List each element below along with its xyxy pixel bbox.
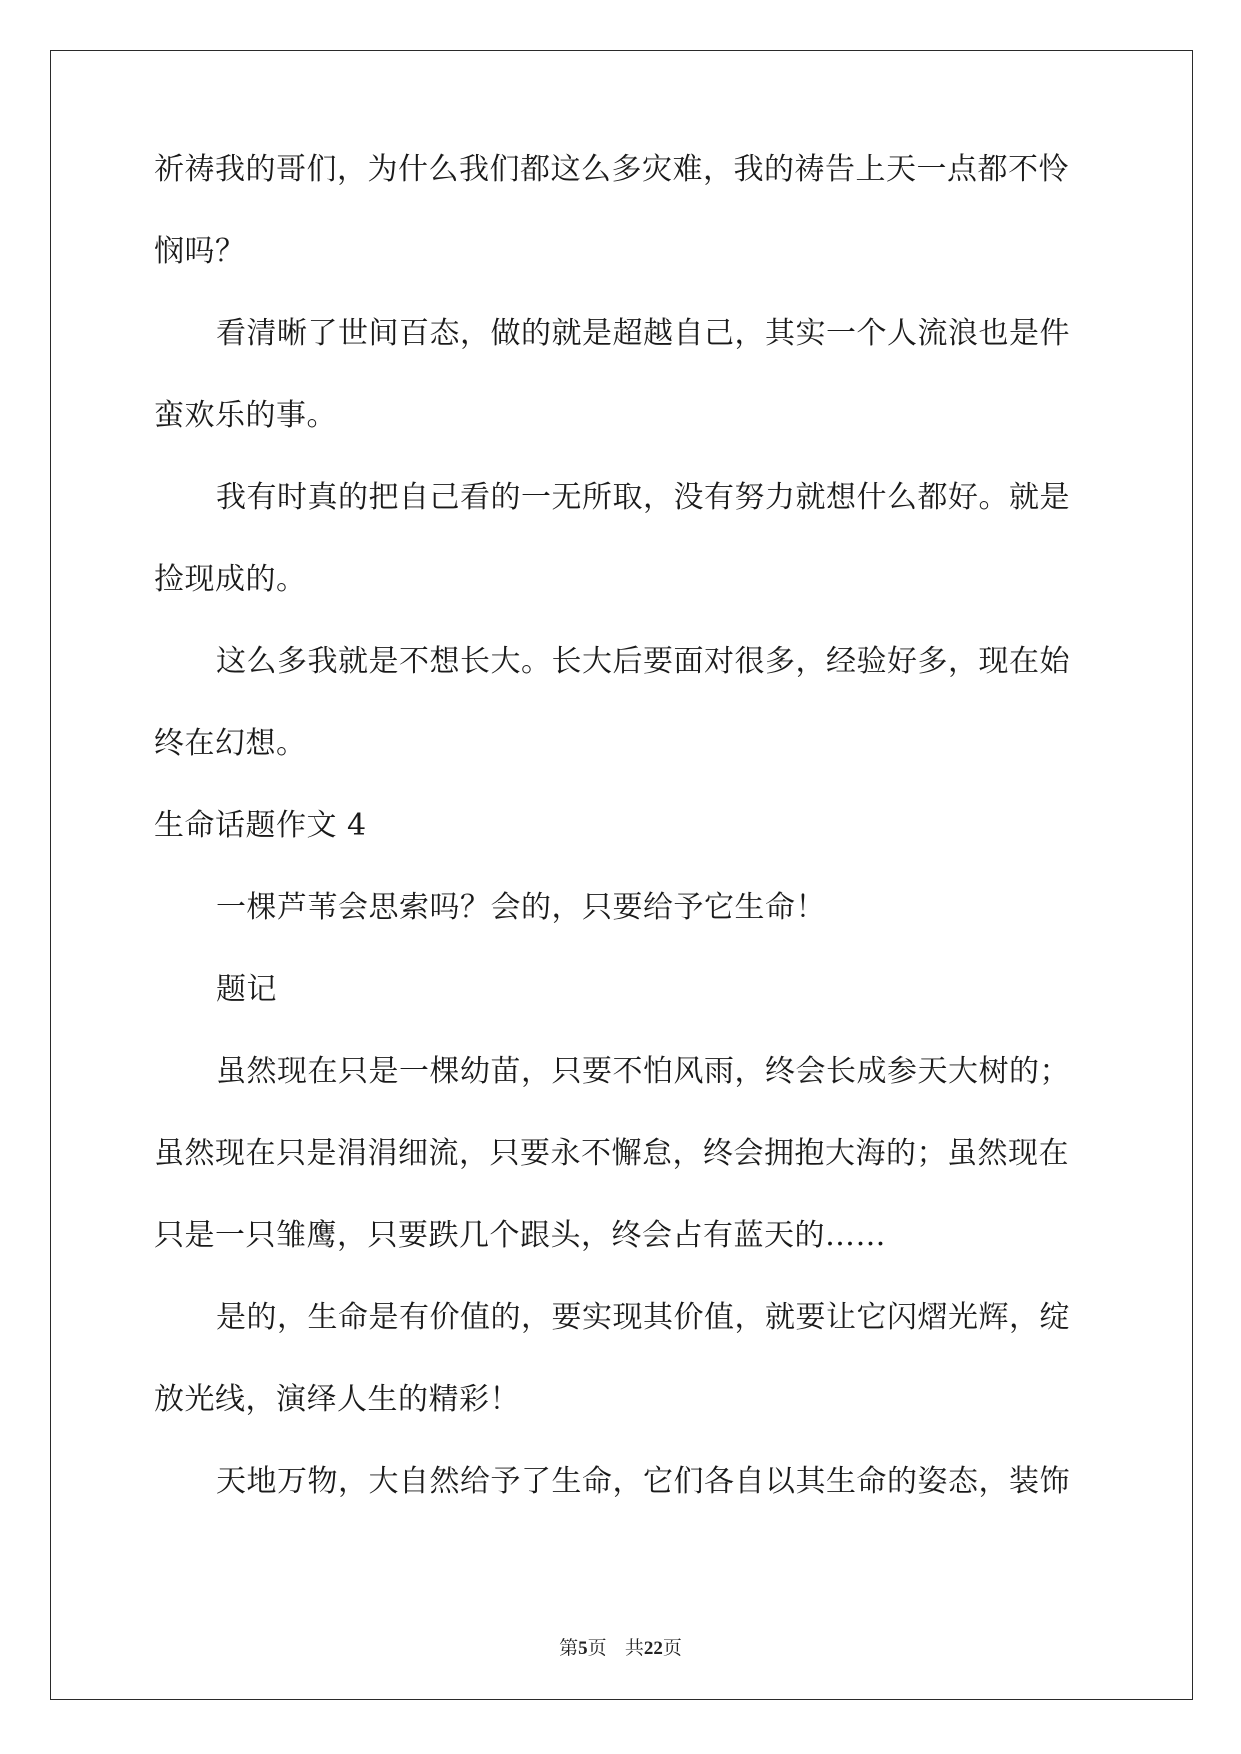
paragraph-line: 是的，生命是有价值的，要实现其价值，就要让它闪熠光辉，绽	[216, 1300, 1070, 1335]
text-line: 放光线，演绎人生的精彩！	[154, 1382, 520, 1417]
page-prefix: 第	[559, 1637, 579, 1659]
page-number: 5	[578, 1638, 588, 1659]
text-line: 蛮欢乐的事。	[154, 398, 337, 433]
text-line: 祈祷我的哥们，为什么我们都这么多灾难，我的祷告上天一点都不怜	[154, 152, 1069, 187]
text-line: 悯吗？	[154, 234, 246, 269]
total-pages: 22	[643, 1638, 663, 1659]
total-suffix: 页	[662, 1637, 682, 1659]
text-line: 只是一只雏鹰，只要跌几个跟头，终会占有蓝天的……	[154, 1218, 886, 1253]
paragraph-line: 看清晰了世间百态，做的就是超越自己，其实一个人流浪也是件	[216, 316, 1070, 351]
total-prefix: 共	[624, 1637, 644, 1659]
text-line: 终在幻想。	[154, 726, 307, 761]
paragraph-line: 虽然现在只是一棵幼苗，只要不怕风雨，终会长成参天大树的；	[216, 1054, 1070, 1089]
paragraph-line: 这么多我就是不想长大。长大后要面对很多，经验好多，现在始	[216, 644, 1070, 679]
paragraph-line: 题记	[216, 972, 277, 1007]
page-border	[50, 50, 1193, 1700]
paragraph-line: 一棵芦苇会思索吗？会的，只要给予它生命！	[216, 890, 826, 925]
paragraph-line: 天地万物，大自然给予了生命，它们各自以其生命的姿态，装饰	[216, 1464, 1070, 1499]
text-line: 虽然现在只是涓涓细流，只要永不懈怠，终会拥抱大海的；虽然现在	[154, 1136, 1069, 1171]
section-heading: 生命话题作文 4	[154, 808, 367, 843]
page-suffix: 页	[587, 1637, 607, 1659]
page-footer	[0, 1636, 1241, 1661]
paragraph-line: 我有时真的把自己看的一无所取，没有努力就想什么都好。就是	[216, 480, 1070, 515]
text-line: 捡现成的。	[154, 562, 307, 597]
